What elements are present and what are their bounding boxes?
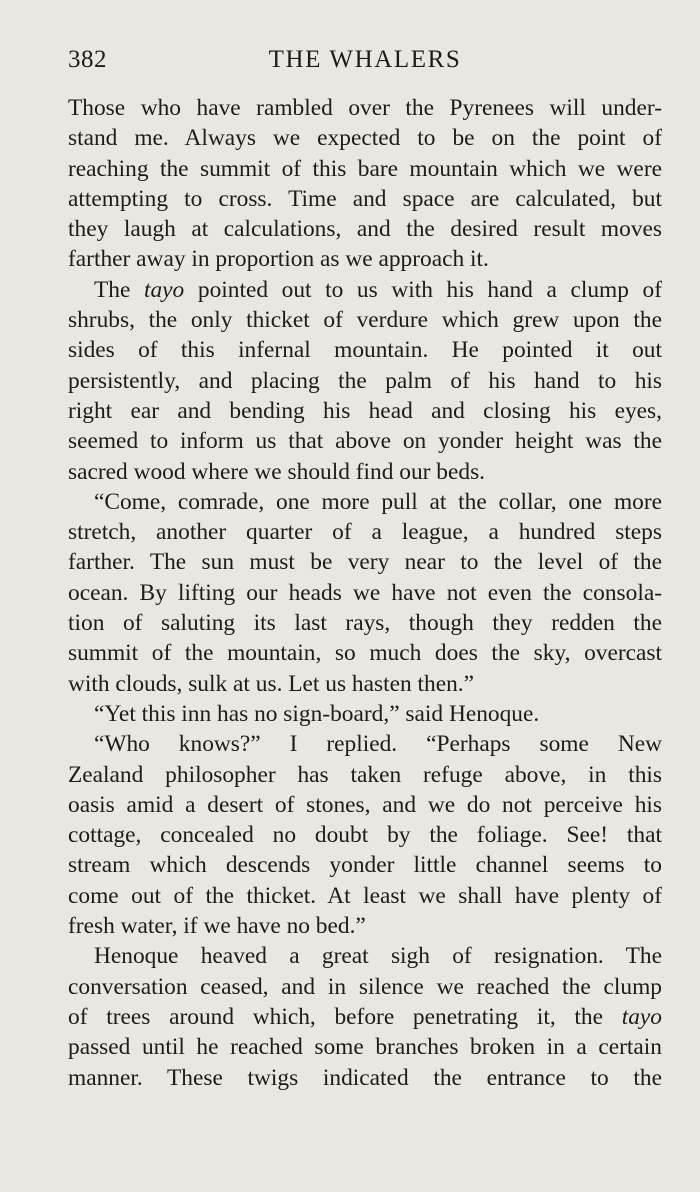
text-line: tion of saluting its last rays, though they redden the [68, 610, 662, 637]
text-line: Those who have rambled over the Pyrenees will under- [68, 95, 662, 121]
text-line: sides of this infernal mountain. He pointed it out [68, 337, 662, 364]
text-line: Henoque heaved a great sigh of resignation. The [94, 943, 662, 970]
running-title: THE WHALERS [268, 46, 462, 73]
text-line: oasis amid a desert of stones, and we do not perceive his [68, 791, 662, 818]
text-line [68, 1002, 662, 1032]
text-line: stream which descends yonder little channel seems to [68, 852, 662, 879]
text-line: persistently, and placing the palm of his hand to his [68, 367, 662, 394]
text-fragment: of trees around which, before penetrating it, the [68, 1003, 603, 1030]
text-line: seemed to inform us that above on yonder height was the [68, 428, 662, 455]
running-head [68, 46, 662, 80]
text-line: they laugh at calculations, and the desired result moves [68, 216, 662, 243]
text-line: reaching the summit of this bare mountain which we were [68, 155, 662, 182]
text-line: passed until he reached some branches broken in a certain [68, 1034, 662, 1061]
text-line: stand me. Always we expected to be on the point of [68, 125, 662, 152]
text-line: shrubs, the only thicket of verdure which grew upon the [68, 307, 662, 334]
text-fragment: pointed out to us with his hand a clump of [197, 276, 662, 303]
text-line: cottage, concealed no doubt by the foliage. See! that [68, 822, 662, 849]
italic-word: tayo [143, 276, 185, 303]
text-line: “Yet this inn has no sign-board,” said Henoque. [94, 700, 540, 727]
text-line: manner. These twigs indicated the entrance to the [68, 1064, 662, 1091]
text-line [68, 275, 662, 305]
text-line: attempting to cross. Time and space are calculated, but [68, 185, 662, 212]
body-text [68, 93, 662, 1093]
text-line: “Come, comrade, one more pull at the collar, one more [94, 488, 662, 515]
text-line: sacred wood where we should find our beds. [68, 458, 486, 485]
text-line: with clouds, sulk at us. Let us hasten then.” [68, 670, 475, 697]
text-line: Zealand philosopher has taken refuge above, in this [68, 761, 662, 788]
text-line: right ear and bending his head and closing his eyes, [68, 397, 662, 424]
text-line: come out of the thicket. At least we shall have plenty of [68, 882, 662, 909]
text-line: “Who knows?” I replied. “Perhaps some New [94, 731, 662, 758]
text-line: fresh water, if we have no bed.” [68, 913, 366, 940]
page-number: 382 [68, 46, 107, 73]
text-line: ocean. By lifting our heads we have not even the consola- [68, 579, 662, 606]
text-line: farther away in proportion as we approach it. [68, 246, 489, 273]
text-fragment: The [94, 276, 131, 303]
text-line: farther. The sun must be very near to the level of the [68, 549, 662, 576]
italic-word: tayo [621, 1003, 662, 1030]
text-line: stretch, another quarter of a league, a hundred steps [68, 519, 662, 546]
text-line: summit of the mountain, so much does the sky, overcast [68, 640, 662, 667]
text-line: conversation ceased, and in silence we reached the clump [68, 973, 662, 1000]
